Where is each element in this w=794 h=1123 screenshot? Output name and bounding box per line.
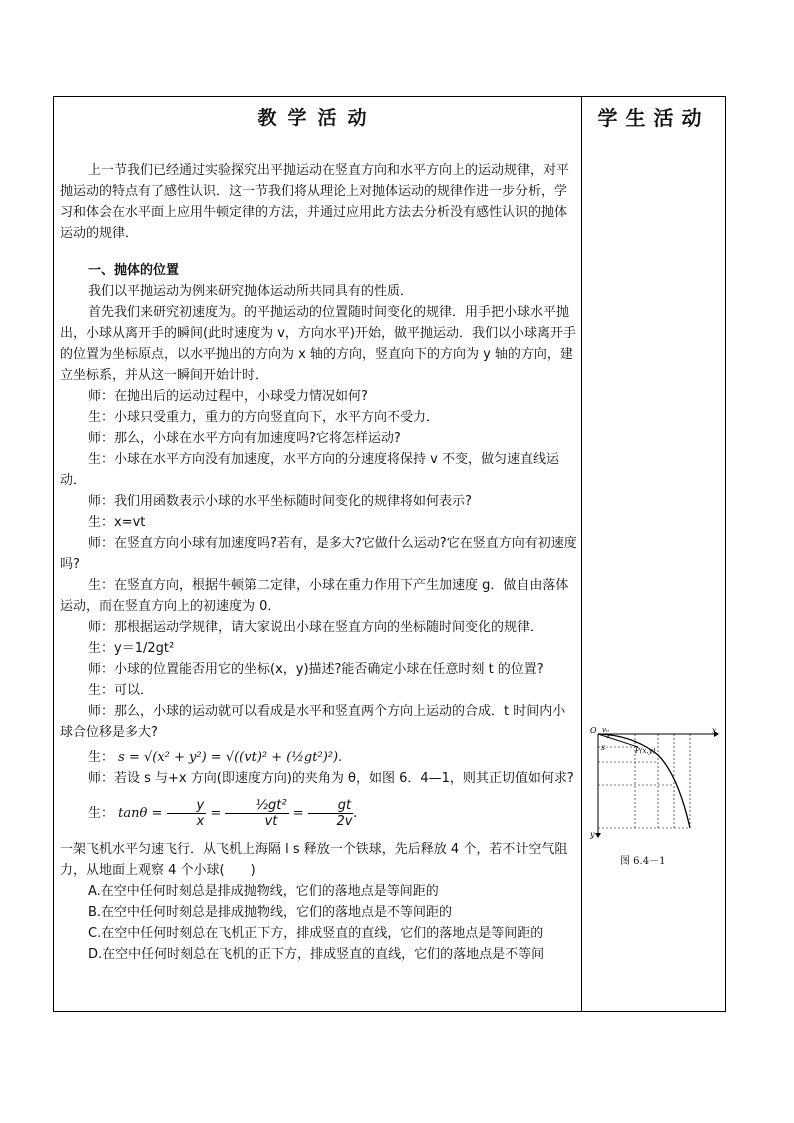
dialog-line: 师：在竖直方向小球有加速度吗?若有，是多大?它做什么运动?它在竖直方向有初速度吗? (60, 536, 577, 572)
speaker-label: 生： (88, 806, 115, 821)
dialog-line: 生：小球只受重力，重力的方向竖直向下，水平方向不受力． (88, 410, 440, 425)
option-c: C.在空中任何时刻总在飞机正下方，排成竖直的直线，它们的落地点是等间距的 (88, 926, 544, 941)
option-b: B.在空中任何时刻总是排成抛物线，它们的落地点是不等间距的 (88, 905, 453, 920)
s-label: s (601, 743, 606, 752)
option-d: D.在空中任何时刻总在飞机的正下方，排成竖直的直线，它们的落地点是不等间 (88, 947, 545, 962)
option-a: A.在空中任何时刻总是排成抛物线，它们的落地点是等间距的 (88, 884, 439, 899)
point-label: P(x,y) (635, 747, 656, 755)
dialog-line: 师：若设 s 与+x 方向(即速度方向)的夹角为 θ，如图 6．4—1，则其正切值如何求? (88, 771, 574, 786)
numerator: gt (308, 798, 353, 814)
displacement-formula: s = √(x² + y²) = √((vt)² + (½gt²)²). (118, 750, 343, 765)
v0-label: v₀ (602, 726, 609, 734)
tan-lhs: tanθ = (118, 806, 163, 821)
lesson-content (60, 160, 578, 965)
paragraph: 首先我们来研究初速度为。的平抛运动的位置随时间变化的规律．用手把小球水平抛出，小球从离开手的瞬间(此时速度为 v，方向水平)开始，做平抛运动．我们以小球离开手的位置为坐标原点，以水平抛出的方向为 x 轴的方向，竖直向下的方向为 y 轴的方向，建立坐标系，并从这一瞬间开始计时． (60, 305, 576, 383)
denominator: vt (264, 814, 278, 829)
teaching-activity-header: 教学活动 (257, 107, 378, 129)
intro-paragraph: 上一节我们已经通过实验探究出平抛运动在竖直方向和水平方向上的运动规律，对平抛运动的特点有了感性认识．这一节我们将从理论上对抛体运动的规律作进一步分析，学习和体会在水平面上应用牛顿定律的方法，并通过应用此方法去分析没有感性认识的抛体运动的规律． (60, 163, 570, 241)
dialog-line: 生：在竖直方向，根据牛顿第二定律，小球在重力作用下产生加速度 g．做自由落体运动，而在竖直方向上的初速度为 0． (60, 578, 569, 614)
speaker-label: 生： (88, 750, 115, 765)
projectile-figure (588, 725, 720, 867)
numerator: ½gt² (225, 798, 288, 814)
fraction-half-gt2-over-vt (225, 798, 288, 829)
dialog-line: 生：可以． (88, 683, 154, 698)
y-axis-arrow (595, 833, 601, 838)
displacement-formula-line (60, 747, 578, 768)
origin-label: O (590, 726, 597, 735)
column-divider (581, 96, 582, 1012)
fraction-y-over-x (167, 798, 207, 829)
dialog-line: 师：在抛出后的运动过程中，小球受力情况如何? (88, 389, 368, 404)
dialog-line: 生：x=vt (88, 515, 146, 530)
fraction-gt-over-2v (308, 798, 353, 829)
student-activity-header: 学生活动 (597, 106, 710, 130)
dialog-line: 师：那根据运动学规律，请大家说出小球在竖直方向的坐标随时间变化的规律． (88, 620, 544, 635)
problem-stem: 一架飞机水平匀速飞行．从飞机上海隔 l s 释放一个铁球，先后释放 4 个，若不计空气阻力，从地面上观察 4 个小球( ) (60, 842, 568, 878)
dialog-line: 师：小球的位置能否用它的坐标(x，y)描述?能否确定小球在任意时刻 t 的位置? (88, 662, 544, 677)
numerator: y (167, 798, 207, 814)
dialog-line: 师：那么，小球在水平方向有加速度吗?它将怎样运动? (88, 431, 401, 446)
dialog-line: 生：y＝1/2gt² (88, 641, 175, 656)
y-label: y (590, 830, 595, 839)
dialog-line: 师：那么，小球的运动就可以看成是水平和竖直两个方向上运动的合成．t 时间内小球合位移是多大? (60, 704, 566, 740)
denominator: x (196, 814, 205, 829)
section-title: 一、抛体的位置 (88, 263, 180, 278)
dialog-line: 师：我们用函数表示小球的水平坐标随时间变化的规律将如何表示? (88, 494, 472, 509)
x-label: x (712, 726, 717, 735)
dialog-line: 生：小球在水平方向没有加速度，水平方向的分速度将保持 v 不变，做匀速直线运动． (60, 452, 559, 488)
denominator: 2v (336, 814, 353, 829)
figure-caption: 图 6.4－1 (620, 856, 666, 867)
tan-formula-line: 生： tanθ = $\frac{y}{x}$ = $\frac{\text{½gt²}}{vt}$ = $\frac{gt}{2v}$ . (88, 798, 358, 829)
paragraph: 我们以平抛运动为例来研究抛体运动所共同具有的性质． (88, 284, 414, 299)
